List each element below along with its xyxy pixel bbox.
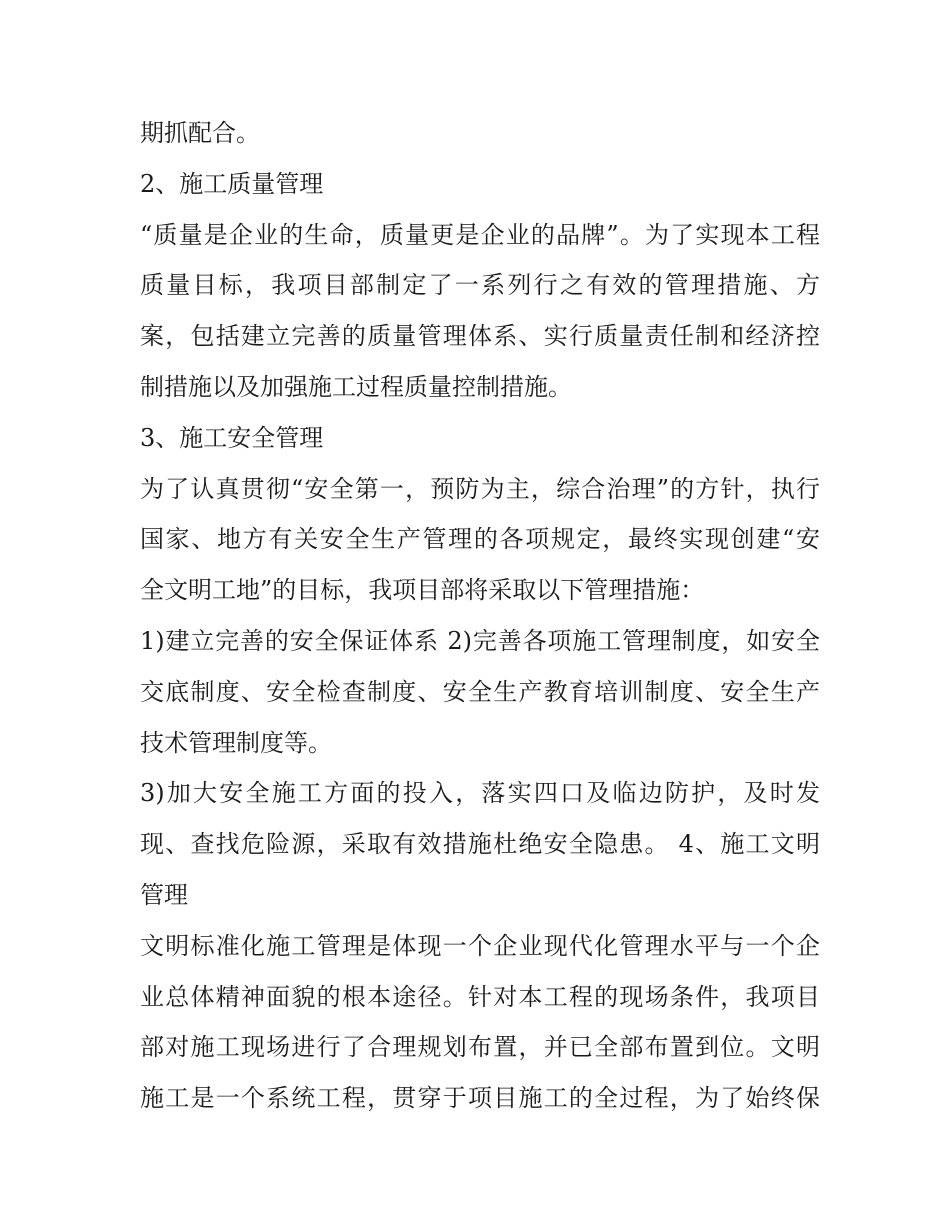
text-line: 质量目标，我项目部制定了一系列行之有效的管理措施、方 — [140, 271, 820, 300]
text-line: 技术管理制度等。 — [140, 728, 332, 757]
text-line: 现、查找危险源，采取有效措施杜绝安全隐患。 4、施工文明 — [140, 830, 820, 859]
text-line: 施工是一个系统工程，贯穿于项目施工的全过程，为了始终保 — [140, 1084, 820, 1113]
text-line: 1)建立完善的安全保证体系 2)完善各项施工管理制度，如安全 — [140, 626, 820, 655]
text-line: 文明标准化施工管理是体现一个企业现代化管理水平与一个企 — [140, 931, 820, 960]
text-line: 国家、地方有关安全生产管理的各项规定，最终实现创建“安 — [140, 525, 820, 554]
text-line: 3)加大安全施工方面的投入，落实四口及临边防护，及时发 — [140, 779, 820, 808]
text-line: 交底制度、安全检查制度、安全生产教育培训制度、安全生产 — [140, 677, 820, 706]
text-line: 3、施工安全管理 — [140, 423, 324, 452]
text-line: 业总体精神面貌的根本途径。针对本工程的现场条件，我项目 — [140, 982, 820, 1011]
text-line: 2、施工质量管理 — [140, 169, 324, 198]
document-body — [140, 108, 820, 1124]
text-line: 期抓配合。 — [140, 119, 260, 147]
text-line: “质量是企业的生命，质量更是企业的品牌”。为了实现本工程 — [140, 220, 820, 249]
text-line: 全文明工地”的目标，我项目部将采取以下管理措施： — [140, 576, 705, 605]
text-line: 管理 — [140, 880, 188, 909]
text-line: 案，包括建立完善的质量管理体系、实行质量责任制和经济控 — [140, 322, 820, 351]
text-line: 制措施以及加强施工过程质量控制措施。 — [140, 372, 572, 401]
text-line: 为了认真贯彻“安全第一，预防为主，综合治理”的方针，执行 — [140, 474, 820, 503]
text-line: 部对施工现场进行了合理规划布置，并已全部布置到位。文明 — [140, 1033, 820, 1062]
